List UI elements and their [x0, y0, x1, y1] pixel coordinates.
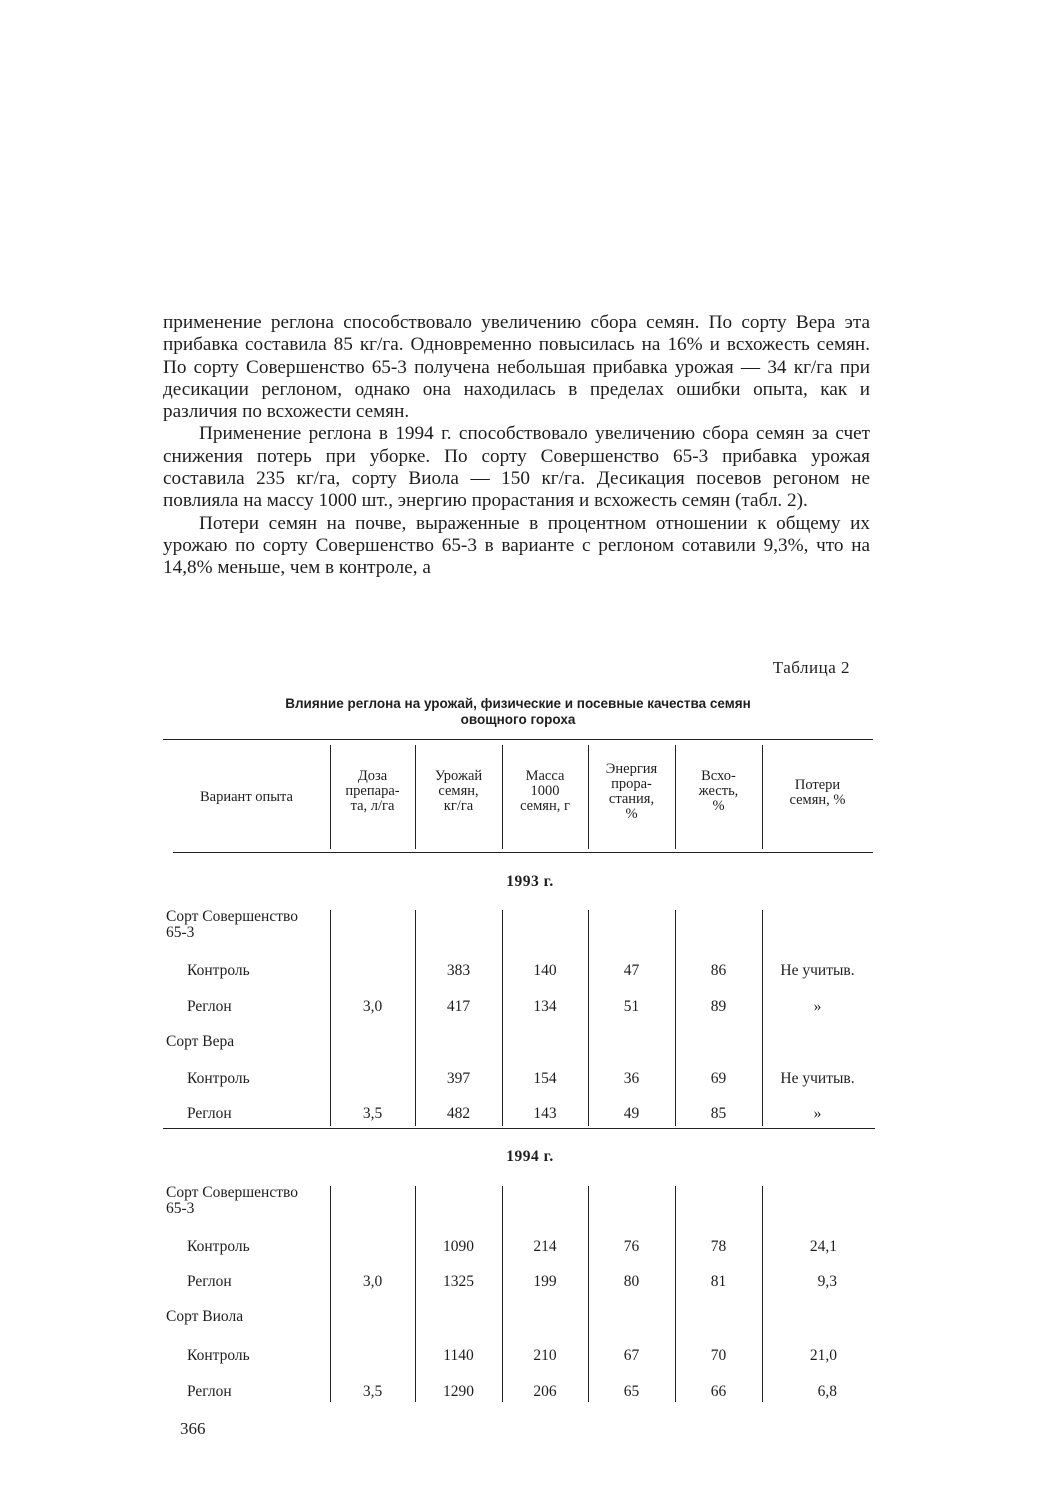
- header-dose-line: Доза: [357, 768, 388, 784]
- cell-dose: 3,5: [362, 1105, 383, 1122]
- cell-energy: 36: [623, 1070, 640, 1087]
- body-column-divider: [588, 1186, 589, 1402]
- cell-yield: 1325: [443, 1273, 474, 1290]
- cell-energy: 51: [623, 998, 640, 1015]
- row-label: Контроль: [187, 962, 250, 979]
- cell-energy: 76: [623, 1238, 640, 1255]
- header-yield-line: семян,: [438, 783, 479, 799]
- header-yield-line: кг/га: [443, 798, 474, 814]
- header-mass-line: семян, г: [520, 798, 570, 814]
- paragraph-3: Потери семян на почве, выраженные в процентном отношении к общему их урожаю по сорту Совершенство 65-3 в варианте с реглоном сотавили 9,3%, что на 14,8% меньше, чем в контроле, а: [163, 512, 870, 579]
- row-label: Реглон: [187, 1273, 232, 1290]
- cell-mass: 140: [533, 962, 557, 979]
- group-label-line: Сорт Виола: [166, 1308, 244, 1325]
- cell-dose: 3,5: [362, 1383, 383, 1400]
- cell-germ: 69: [710, 1070, 727, 1087]
- group-label-line: Сорт Совершенство: [166, 908, 298, 925]
- cell-yield: 417: [446, 998, 471, 1015]
- cell-energy: 80: [623, 1273, 640, 1290]
- section-divider-rule: [163, 1128, 875, 1129]
- cell-loss: 9,3: [817, 1273, 837, 1290]
- header-dose-line: препара-: [345, 783, 400, 799]
- cell-energy: 65: [623, 1383, 640, 1400]
- cell-germ: 85: [710, 1105, 727, 1122]
- header-energy-line: Энергия: [605, 761, 658, 777]
- body-column-divider: [588, 910, 589, 1126]
- body-column-divider: [330, 910, 331, 1126]
- cell-dose: 3,0: [362, 998, 383, 1015]
- cell-loss: Не учитыв.: [780, 962, 855, 979]
- header-loss-line: семян, %: [789, 792, 846, 808]
- row-label: Контроль: [187, 1347, 250, 1364]
- header-energy-line: прора-: [611, 776, 652, 792]
- table-top-rule: [163, 739, 873, 740]
- body-column-divider: [762, 1186, 763, 1402]
- header-germ-line: %: [712, 798, 725, 814]
- body-column-divider: [502, 910, 503, 1126]
- table-label: Таблица 2: [772, 658, 850, 677]
- cell-loss: 21,0: [809, 1347, 837, 1364]
- cell-germ: 89: [710, 998, 727, 1015]
- table-title-line-1: Влияние реглона на урожай, физические и посевные качества семян: [285, 696, 751, 711]
- group-label: [166, 909, 298, 941]
- body-column-divider: [675, 1186, 676, 1402]
- body-column-divider: [502, 1186, 503, 1402]
- body-column-divider: [415, 910, 416, 1126]
- group-label: [166, 1309, 243, 1325]
- header-mass-line: Масса: [525, 768, 565, 784]
- cell-loss: 6,8: [817, 1383, 837, 1400]
- group-label: [166, 1185, 298, 1217]
- cell-yield: 1090: [443, 1238, 474, 1255]
- cell-mass: 134: [533, 998, 557, 1015]
- cell-energy: 67: [623, 1347, 640, 1364]
- cell-germ: 78: [710, 1238, 727, 1255]
- header-energy-line: %: [625, 806, 638, 822]
- page-number: 366: [180, 1419, 206, 1438]
- cell-loss: »: [813, 998, 822, 1015]
- group-label: [166, 1034, 234, 1050]
- header-mass: [502, 769, 588, 814]
- cell-yield: 383: [446, 962, 471, 979]
- row-label: Контроль: [187, 1238, 250, 1255]
- cell-yield: 1140: [443, 1347, 474, 1364]
- header-germ: [675, 769, 762, 814]
- cell-germ: 70: [710, 1347, 727, 1364]
- header-yield-line: Урожай: [434, 768, 483, 784]
- cell-loss: »: [813, 1105, 822, 1122]
- header-energy-line: стания,: [608, 791, 655, 807]
- body-column-divider: [415, 1186, 416, 1402]
- cell-energy: 47: [623, 962, 640, 979]
- header-energy: [588, 762, 675, 822]
- cell-mass: 214: [533, 1238, 557, 1255]
- cell-mass: 210: [533, 1347, 557, 1364]
- body-column-divider: [675, 910, 676, 1126]
- header-germ-line: Всхо-: [701, 768, 736, 784]
- group-label-line: 65-3: [166, 1200, 195, 1217]
- group-label-line: Сорт Совершенство: [166, 1184, 298, 1201]
- header-loss: [762, 778, 873, 808]
- body-column-divider: [330, 1186, 331, 1402]
- body-column-divider: [762, 910, 763, 1126]
- header-variant: [163, 790, 330, 805]
- header-mass-line: 1000: [530, 783, 560, 799]
- cell-germ: 86: [710, 962, 727, 979]
- cell-germ: 66: [710, 1383, 727, 1400]
- year-heading: 1994 г.: [506, 1148, 554, 1165]
- header-germ-line: жесть,: [698, 783, 739, 799]
- row-label: Реглон: [187, 998, 232, 1015]
- cell-mass: 199: [533, 1273, 557, 1290]
- cell-loss: Не учитыв.: [780, 1070, 855, 1087]
- header-loss-line: Потери: [794, 777, 841, 793]
- table-title: [163, 696, 873, 728]
- row-label: Контроль: [187, 1070, 250, 1087]
- group-label-line: 65-3: [166, 924, 195, 941]
- table-title-line-2: овощного гороха: [460, 712, 576, 727]
- body-text: [163, 312, 870, 580]
- cell-yield: 397: [446, 1070, 471, 1087]
- cell-germ: 81: [710, 1273, 727, 1290]
- paragraph-1: применение реглона способствовало увеличению сбора семян. По сорту Вера эта прибавка составила 85 кг/га. Одновременно повысилась на 16% и всхожесть семян. По сорту Совершенство 65-3 получена небольшая прибавка урожая — 34 кг/га при десикации реглоном, однако она находилась в пределах ошибки опыта, как и различия по всхожести семян.: [163, 312, 870, 423]
- cell-loss: 24,1: [809, 1238, 837, 1255]
- paragraph-2: Применение реглона в 1994 г. способствовало увеличению сбора семян за счет снижения потерь при уборке. По сорту Совершенство 65-3 прибавка урожая составила 235 кг/га, сорту Виола — 150 кг/га. Десикация посевов регоном не повлияла на массу 1000 шт., энергию прорастания и всхожесть семян (табл. 2).: [163, 423, 870, 512]
- cell-energy: 49: [623, 1105, 640, 1122]
- cell-mass: 154: [533, 1070, 557, 1087]
- header-yield: [415, 769, 502, 814]
- header-dose-line: та, л/га: [350, 798, 395, 814]
- header-dose: [330, 769, 415, 814]
- year-heading: 1993 г.: [506, 873, 554, 890]
- cell-dose: 3,0: [362, 1273, 383, 1290]
- group-label-line: Сорт Вера: [166, 1033, 235, 1050]
- header-bottom-rule: [173, 852, 873, 853]
- header-variant-line: Вариант опыта: [200, 789, 293, 805]
- row-label: Реглон: [187, 1383, 232, 1400]
- cell-yield: 1290: [443, 1383, 474, 1400]
- cell-yield: 482: [446, 1105, 471, 1122]
- cell-mass: 143: [533, 1105, 557, 1122]
- cell-mass: 206: [533, 1383, 557, 1400]
- row-label: Реглон: [187, 1105, 232, 1122]
